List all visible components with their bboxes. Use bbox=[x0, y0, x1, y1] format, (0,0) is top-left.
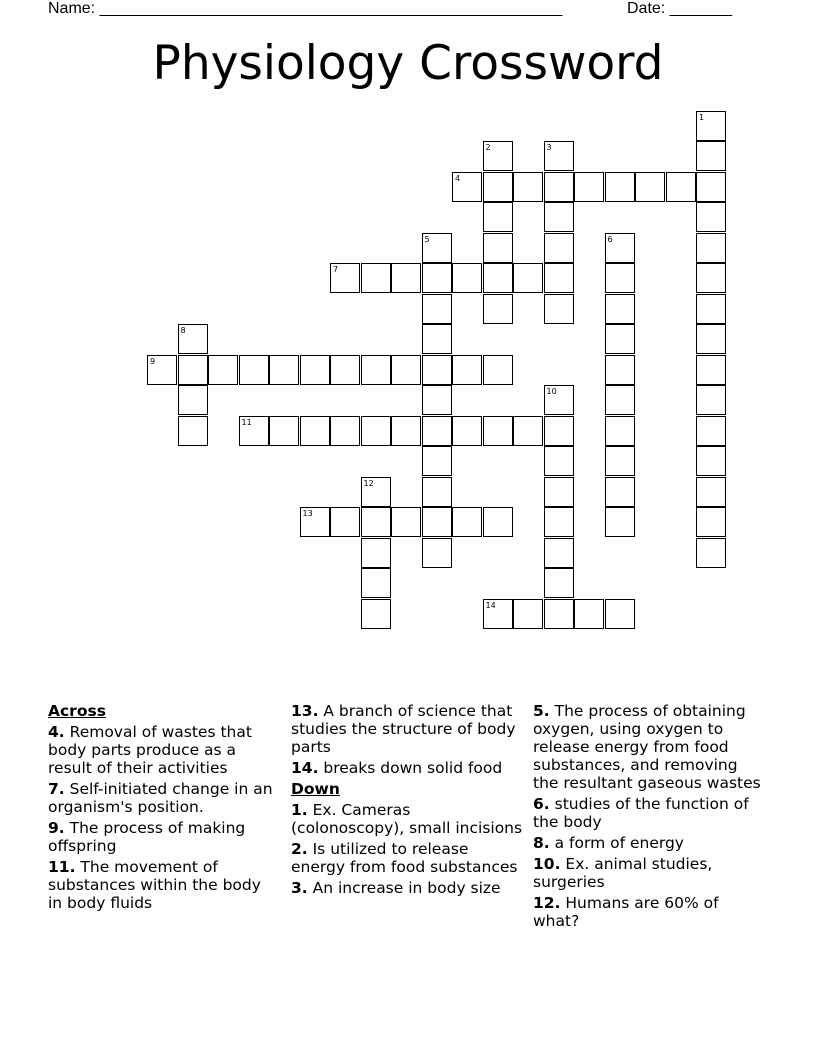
grid-cell[interactable] bbox=[513, 599, 543, 629]
grid-cell[interactable] bbox=[422, 416, 452, 446]
grid-cell[interactable] bbox=[544, 477, 574, 507]
grid-cell[interactable] bbox=[483, 294, 513, 324]
date-field-label: Date: _______ bbox=[627, 0, 732, 17]
clue-down-1: 1. Ex. Cameras (colonoscopy), small incisions bbox=[291, 801, 523, 837]
clue-number-label: 10 bbox=[546, 387, 557, 396]
grid-cell[interactable] bbox=[208, 355, 238, 385]
clue-number-label: 12 bbox=[363, 478, 374, 488]
grid-cell[interactable] bbox=[361, 355, 391, 385]
grid-cell[interactable] bbox=[452, 263, 482, 293]
grid-cell[interactable] bbox=[666, 172, 696, 202]
name-field-label: Name: ____________________________________________________ bbox=[48, 0, 563, 17]
grid-cell[interactable] bbox=[696, 507, 726, 537]
grid-cell[interactable] bbox=[361, 568, 391, 598]
grid-cell[interactable] bbox=[483, 507, 513, 537]
grid-cell[interactable] bbox=[513, 263, 543, 293]
grid-cell[interactable] bbox=[544, 599, 574, 629]
grid-cell[interactable] bbox=[300, 416, 330, 446]
grid-cell[interactable] bbox=[605, 446, 635, 476]
grid-cell[interactable] bbox=[513, 172, 543, 202]
grid-cell[interactable] bbox=[696, 385, 726, 415]
grid-cell[interactable] bbox=[635, 172, 665, 202]
grid-cell[interactable] bbox=[513, 416, 543, 446]
clue-number-label: 14 bbox=[485, 600, 496, 610]
down-heading: Down bbox=[291, 780, 340, 798]
grid-cell[interactable] bbox=[422, 355, 452, 385]
grid-cell[interactable] bbox=[391, 416, 421, 446]
clue-down-12: 12. Humans are 60% of what? bbox=[533, 894, 719, 930]
grid-cell[interactable] bbox=[483, 263, 513, 293]
grid-cell[interactable] bbox=[483, 172, 513, 202]
grid-cell[interactable] bbox=[361, 538, 391, 568]
clue-down-5: 5. The process of obtaining oxygen, using oxygen to release energy from food substances, and removing the resultant gaseous wastes bbox=[533, 702, 761, 792]
grid-cell[interactable] bbox=[452, 507, 482, 537]
grid-cell[interactable] bbox=[422, 294, 452, 324]
grid-cell[interactable] bbox=[605, 324, 635, 354]
grid-cell[interactable] bbox=[361, 416, 391, 446]
grid-cell[interactable] bbox=[696, 416, 726, 446]
grid-cell[interactable] bbox=[544, 172, 574, 202]
grid-cell[interactable] bbox=[696, 294, 726, 324]
grid-cell[interactable] bbox=[605, 172, 635, 202]
grid-cell[interactable] bbox=[330, 416, 360, 446]
grid-cell[interactable] bbox=[483, 202, 513, 232]
clue-number-label: 9 bbox=[150, 356, 156, 366]
grid-cell[interactable] bbox=[330, 355, 360, 385]
clue-across-14: 14. breaks down solid food bbox=[291, 759, 503, 777]
grid-cell[interactable] bbox=[696, 233, 726, 263]
clue-across-7: 7. Self-initiated change in an organism's position. bbox=[48, 780, 273, 816]
clues-column-1 bbox=[48, 702, 273, 915]
grid-cell[interactable] bbox=[300, 355, 330, 385]
grid-cell[interactable] bbox=[696, 141, 726, 171]
grid-cell[interactable] bbox=[391, 355, 421, 385]
grid-cell[interactable] bbox=[483, 233, 513, 263]
grid-cell[interactable] bbox=[605, 355, 635, 385]
grid-cell[interactable] bbox=[178, 416, 208, 446]
clue-down-6: 6. studies of the function of the body bbox=[533, 795, 749, 831]
grid-cell[interactable] bbox=[696, 355, 726, 385]
grid-cell[interactable] bbox=[574, 172, 604, 202]
grid-cell[interactable] bbox=[544, 416, 574, 446]
across-heading: Across bbox=[48, 702, 106, 720]
grid-cell[interactable] bbox=[544, 538, 574, 568]
grid-cell[interactable] bbox=[422, 477, 452, 507]
grid-cell[interactable] bbox=[696, 446, 726, 476]
grid-cell[interactable] bbox=[544, 233, 574, 263]
clue-across-11: 11. The movement of substances within the body in body fluids bbox=[48, 858, 261, 912]
grid-cell[interactable] bbox=[605, 477, 635, 507]
grid-cell[interactable] bbox=[391, 263, 421, 293]
grid-cell[interactable] bbox=[605, 416, 635, 446]
clue-number-label: 11 bbox=[241, 417, 252, 427]
grid-cell[interactable] bbox=[452, 355, 482, 385]
grid-cell[interactable] bbox=[330, 507, 360, 537]
grid-cell[interactable] bbox=[605, 507, 635, 537]
page-title: Physiology Crossword bbox=[152, 36, 664, 91]
grid-cell[interactable] bbox=[696, 172, 726, 202]
clue-number-label: 3 bbox=[546, 143, 552, 152]
grid-cell[interactable] bbox=[361, 507, 391, 537]
clues-column-2 bbox=[291, 702, 526, 900]
grid-cell[interactable] bbox=[696, 202, 726, 232]
grid-cell[interactable] bbox=[696, 477, 726, 507]
grid-cell[interactable] bbox=[574, 599, 604, 629]
grid-cell[interactable] bbox=[269, 416, 299, 446]
grid-cell[interactable] bbox=[422, 446, 452, 476]
clue-down-2: 2. Is utilized to release energy from food substances bbox=[291, 840, 518, 876]
grid-cell[interactable] bbox=[544, 294, 574, 324]
grid-cell[interactable] bbox=[239, 355, 269, 385]
clue-number-label: 2 bbox=[485, 143, 491, 152]
clues-column-3 bbox=[533, 702, 763, 933]
grid-cell[interactable] bbox=[269, 355, 299, 385]
grid-cell[interactable] bbox=[422, 324, 452, 354]
grid-cell[interactable] bbox=[178, 385, 208, 415]
grid-cell[interactable] bbox=[422, 538, 452, 568]
grid-cell[interactable] bbox=[391, 507, 421, 537]
grid-cell[interactable] bbox=[544, 568, 574, 598]
grid-cell[interactable] bbox=[605, 385, 635, 415]
grid-cell[interactable] bbox=[605, 294, 635, 324]
clue-number-label: 7 bbox=[333, 265, 339, 274]
grid-cell[interactable] bbox=[452, 416, 482, 446]
grid-cell[interactable] bbox=[544, 202, 574, 232]
grid-cell[interactable] bbox=[696, 324, 726, 354]
grid-cell[interactable] bbox=[178, 355, 208, 385]
grid-cell[interactable] bbox=[422, 263, 452, 293]
clue-down-10: 10. Ex. animal studies, surgeries bbox=[533, 855, 713, 891]
grid-cell[interactable] bbox=[696, 263, 726, 293]
clue-number-label: 4 bbox=[455, 173, 461, 183]
clue-number-label: 1 bbox=[699, 112, 705, 122]
grid-cell[interactable] bbox=[696, 538, 726, 568]
clue-number-label: 8 bbox=[180, 326, 186, 335]
clue-number-label: 13 bbox=[302, 509, 313, 518]
grid-cell[interactable] bbox=[422, 385, 452, 415]
grid-cell[interactable] bbox=[361, 599, 391, 629]
grid-cell[interactable] bbox=[544, 446, 574, 476]
clue-across-4: 4. Removal of wastes that body parts produce as a result of their activities bbox=[48, 723, 252, 777]
clue-across-13: 13. A branch of science that studies the structure of body parts bbox=[291, 702, 516, 756]
clue-across-9: 9. The process of making offspring bbox=[48, 819, 246, 855]
clue-number-label: 6 bbox=[607, 234, 613, 244]
grid-cell[interactable] bbox=[544, 263, 574, 293]
grid-cell[interactable] bbox=[605, 599, 635, 629]
grid-cell[interactable] bbox=[544, 507, 574, 537]
grid-cell[interactable] bbox=[483, 416, 513, 446]
grid-cell[interactable] bbox=[422, 507, 452, 537]
clue-number-label: 5 bbox=[424, 234, 430, 244]
clue-down-3: 3. An increase in body size bbox=[291, 879, 501, 897]
grid-cell[interactable] bbox=[361, 263, 391, 293]
grid-cell[interactable] bbox=[605, 263, 635, 293]
grid-cell[interactable] bbox=[483, 355, 513, 385]
clue-down-8: 8. a form of energy bbox=[533, 834, 684, 852]
